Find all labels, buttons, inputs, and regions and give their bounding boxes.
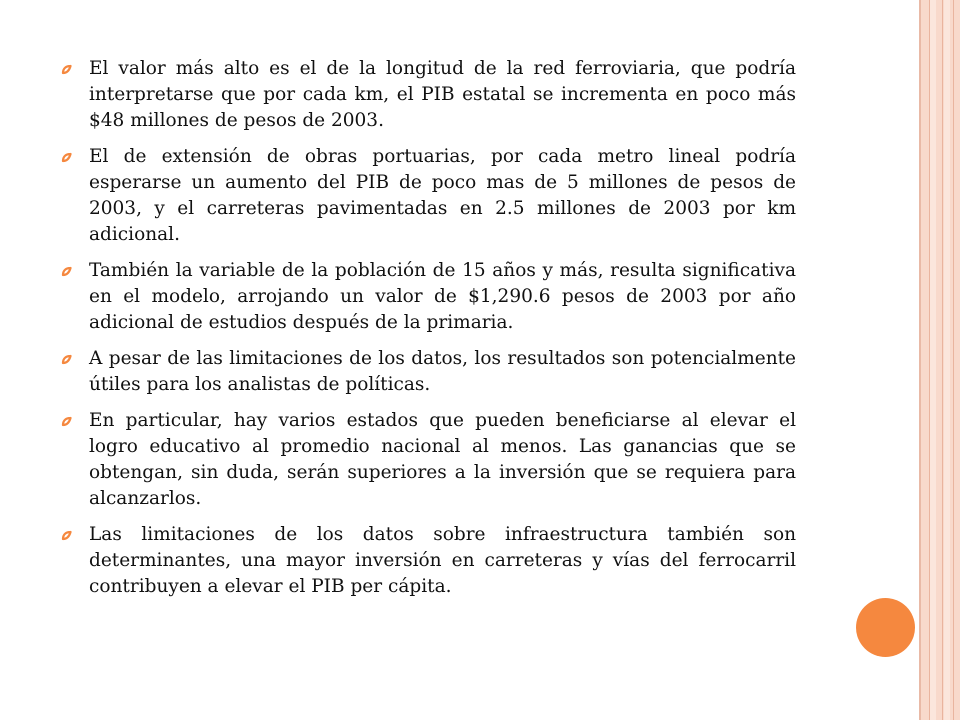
bullet-item [60, 522, 796, 600]
frame-stripe [944, 0, 950, 720]
bullet-text: A pesar de las limitaciones de los datos, los resultados son potencialmente útiles para los analistas de políticas. [89, 348, 796, 395]
bullet-text: En particular, hay varios estados que pueden beneficiarse al elevar el logro educativo al promedio nacional al menos. Las ganancias que se obtengan, sin duda, serán superiores a la inversión que se requiera para alcanzarlos. [89, 410, 796, 509]
bullet-item [60, 346, 796, 398]
bullet-item [60, 144, 796, 248]
curved-bullet-icon [60, 415, 73, 428]
curved-bullet-icon [60, 151, 73, 164]
orange-circle-decoration [856, 598, 915, 657]
frame-stripe [930, 0, 936, 720]
bullet-item [60, 258, 796, 336]
frame-line [929, 0, 930, 720]
bullet-text: También la variable de la población de 15 años y más, resulta significativa en el modelo, arrojando un valor de $1,290.6 pesos de 2003 por año adicional de estudios después de la primaria. [89, 260, 796, 333]
slide-body [60, 56, 796, 610]
bullet-item [60, 56, 796, 134]
curved-bullet-icon [60, 353, 73, 366]
curved-bullet-icon [60, 529, 73, 542]
right-decorative-band [921, 0, 960, 720]
bullet-text: El valor más alto es el de la longitud de la red ferroviaria, que podría interpretarse que por cada km, el PIB estatal se incrementa en poco más $48 millones de pesos de 2003. [89, 58, 796, 131]
frame-line [942, 0, 943, 720]
bullet-list [60, 56, 796, 600]
bullet-item [60, 408, 796, 512]
bullet-text: Las limitaciones de los datos sobre infraestructura también son determinantes, una mayor inversión en carreteras y vías del ferrocarril contribuyen a elevar el PIB per cápita. [89, 524, 796, 597]
curved-bullet-icon [60, 265, 73, 278]
curved-bullet-icon [60, 63, 73, 76]
frame-line [953, 0, 954, 720]
bullet-text: El de extensión de obras portuarias, por cada metro lineal podría esperarse un aumento del PIB de poco mas de 5 millones de pesos de 2003, y el carreteras pavimentadas en 2.5 millones de 2003 por km adicional. [89, 146, 796, 245]
